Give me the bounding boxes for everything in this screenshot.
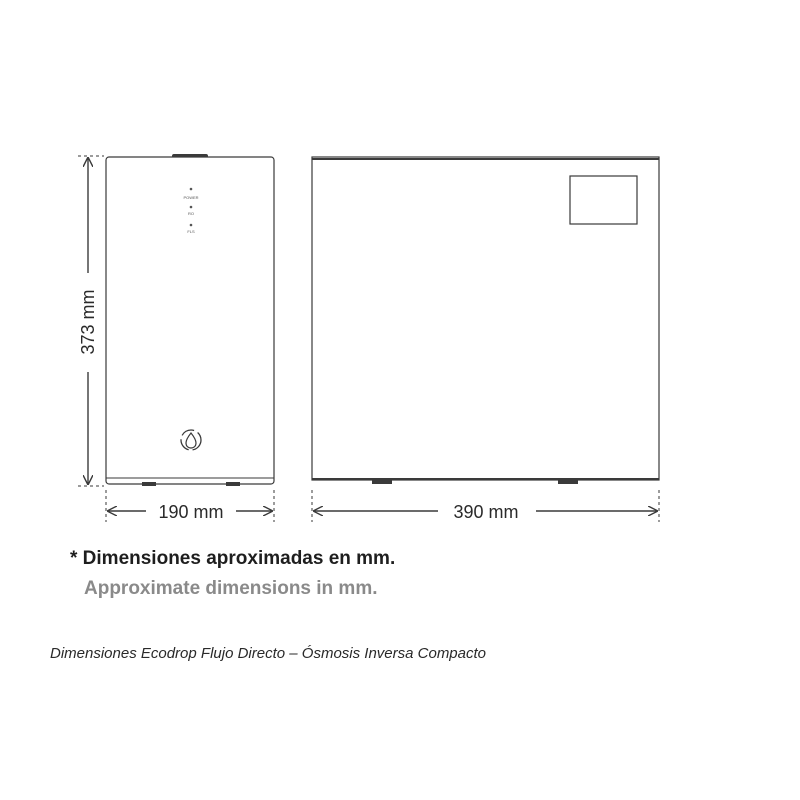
figure-caption: Dimensiones Ecodrop Flujo Directo – Ósmosis Inversa Compacto (50, 645, 487, 662)
side-foot-left (372, 480, 392, 484)
note-english: Approximate dimensions in mm. (84, 578, 378, 599)
front-view (106, 154, 274, 486)
side-view (312, 157, 659, 484)
front-foot-left (142, 482, 156, 486)
side-width-dimension (312, 490, 659, 522)
power-led-label: POWER (183, 195, 199, 200)
side-foot-right (558, 480, 578, 484)
fls-led-label: FLS (187, 229, 195, 234)
note-spanish: * Dimensiones aproximadas en mm. (70, 548, 396, 569)
ro-led-label: RO (188, 211, 194, 216)
front-foot-right (226, 482, 240, 486)
front-width-dimension (106, 490, 274, 522)
ro-led (190, 206, 193, 209)
power-led (190, 188, 193, 191)
side-panel (570, 176, 637, 224)
fls-led (190, 224, 193, 227)
height-dimension (78, 156, 104, 486)
side-width-label: 390 mm (453, 502, 519, 522)
front-width-label: 190 mm (158, 502, 224, 522)
height-label: 373 mm (78, 289, 98, 355)
